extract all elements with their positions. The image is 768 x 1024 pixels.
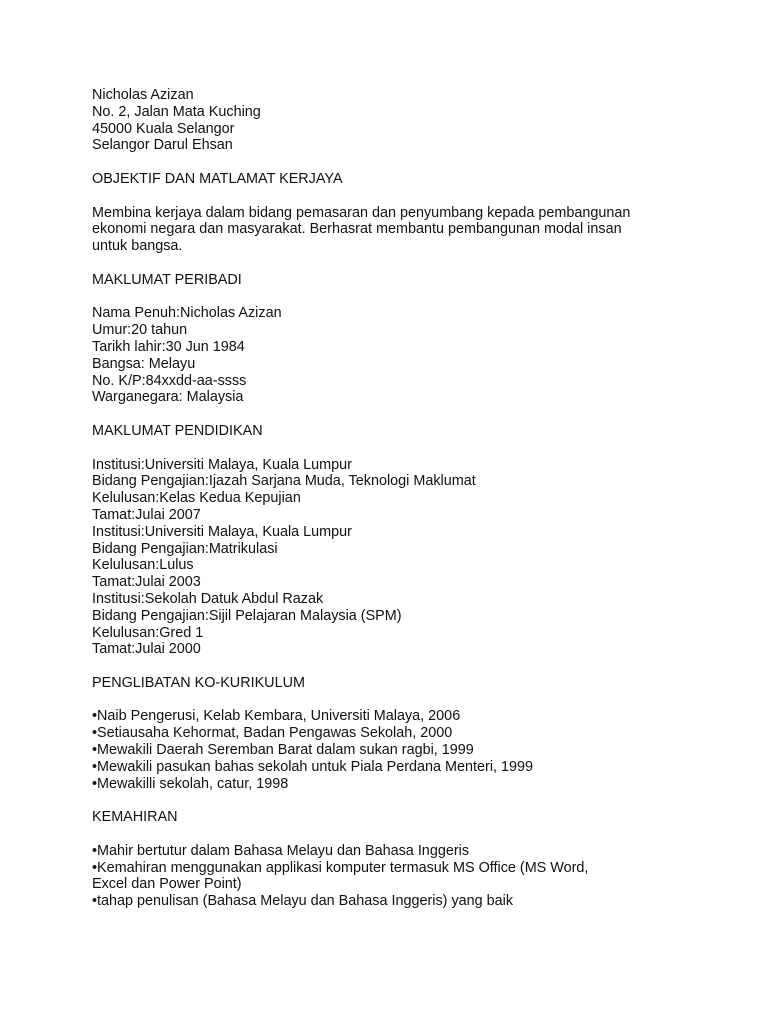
info-line: Institusi:Universiti Malaya, Kuala Lumpur <box>92 523 352 540</box>
address-line: Selangor Darul Ehsan <box>92 137 233 154</box>
section-heading-objective: OBJEKTIF DAN MATLAMAT KERJAYA <box>92 170 343 187</box>
info-line: Umur:20 tahun <box>92 322 188 339</box>
info-line: Tamat:Julai 2000 <box>92 641 201 658</box>
section-heading-skills: KEMAHIRAN <box>92 809 178 826</box>
info-line: Tamat:Julai 2003 <box>92 574 201 591</box>
info-line: Warganegara: Malaysia <box>92 389 244 406</box>
list-item: •Mewakili pasukan bahas sekolah untuk Piala Perdana Menteri, 1999 <box>92 758 534 775</box>
info-line: Kelulusan:Lulus <box>92 557 194 574</box>
list-item: •Kemahiran menggunakan applikasi komputer termasuk MS Office (MS Word, <box>92 859 589 876</box>
info-line: Nama Penuh:Nicholas Azizan <box>92 305 282 322</box>
objective-paragraph <box>92 205 712 255</box>
personal-info <box>92 305 712 406</box>
list-item: •Mewakilli sekolah, catur, 1998 <box>92 775 289 792</box>
paragraph-line: untuk bangsa. <box>92 238 183 255</box>
list-item: •Mewakili Daerah Seremban Barat dalam sukan ragbi, 1999 <box>92 742 474 759</box>
address-line: 45000 Kuala Selangor <box>92 120 235 137</box>
info-line: Bidang Pengajian:Ijazah Sarjana Muda, Teknologi Maklumat <box>92 473 476 490</box>
list-item: •Naib Pengerusi, Kelab Kembara, Universiti Malaya, 2006 <box>92 708 461 725</box>
address-block <box>92 87 712 154</box>
resume-document <box>92 87 712 910</box>
list-item: •tahap penulisan (Bahasa Melayu dan Bahasa Inggeris) yang baik <box>92 893 514 910</box>
address-line: No. 2, Jalan Mata Kuching <box>92 103 261 120</box>
info-line: Kelulusan:Gred 1 <box>92 624 204 641</box>
info-line: Bangsa: Melayu <box>92 355 196 372</box>
skills-list <box>92 843 712 910</box>
cocurricular-list <box>92 708 712 792</box>
info-line: No. K/P:84xxdd-aa-ssss <box>92 372 247 389</box>
info-line: Kelulusan:Kelas Kedua Kepujian <box>92 490 301 507</box>
list-item: •Mahir bertutur dalam Bahasa Melayu dan Bahasa Inggeris <box>92 842 470 859</box>
info-line: Bidang Pengajian:Sijil Pelajaran Malaysia (SPM) <box>92 607 402 624</box>
education-info <box>92 457 712 659</box>
info-line: Institusi:Sekolah Datuk Abdul Razak <box>92 590 324 607</box>
info-line: Tarikh lahir:30 Jun 1984 <box>92 338 245 355</box>
paragraph-line: Membina kerjaya dalam bidang pemasaran dan penyumbang kepada pembangunan <box>92 204 631 221</box>
paragraph-line: ekonomi negara dan masyarakat. Berhasrat membantu pembangunan modal insan <box>92 221 622 238</box>
section-heading-personal: MAKLUMAT PERIBADI <box>92 271 242 288</box>
info-line: Tamat:Julai 2007 <box>92 506 201 523</box>
info-line: Bidang Pengajian:Matrikulasi <box>92 540 278 557</box>
applicant-name: Nicholas Azizan <box>92 87 194 103</box>
section-heading-education: MAKLUMAT PENDIDIKAN <box>92 422 263 439</box>
section-heading-cocurricular: PENGLIBATAN KO-KURIKULUM <box>92 674 305 691</box>
list-item-continuation: Excel dan Power Point) <box>92 876 242 893</box>
list-item: •Setiausaha Kehormat, Badan Pengawas Sekolah, 2000 <box>92 725 453 742</box>
info-line: Institusi:Universiti Malaya, Kuala Lumpur <box>92 456 352 473</box>
